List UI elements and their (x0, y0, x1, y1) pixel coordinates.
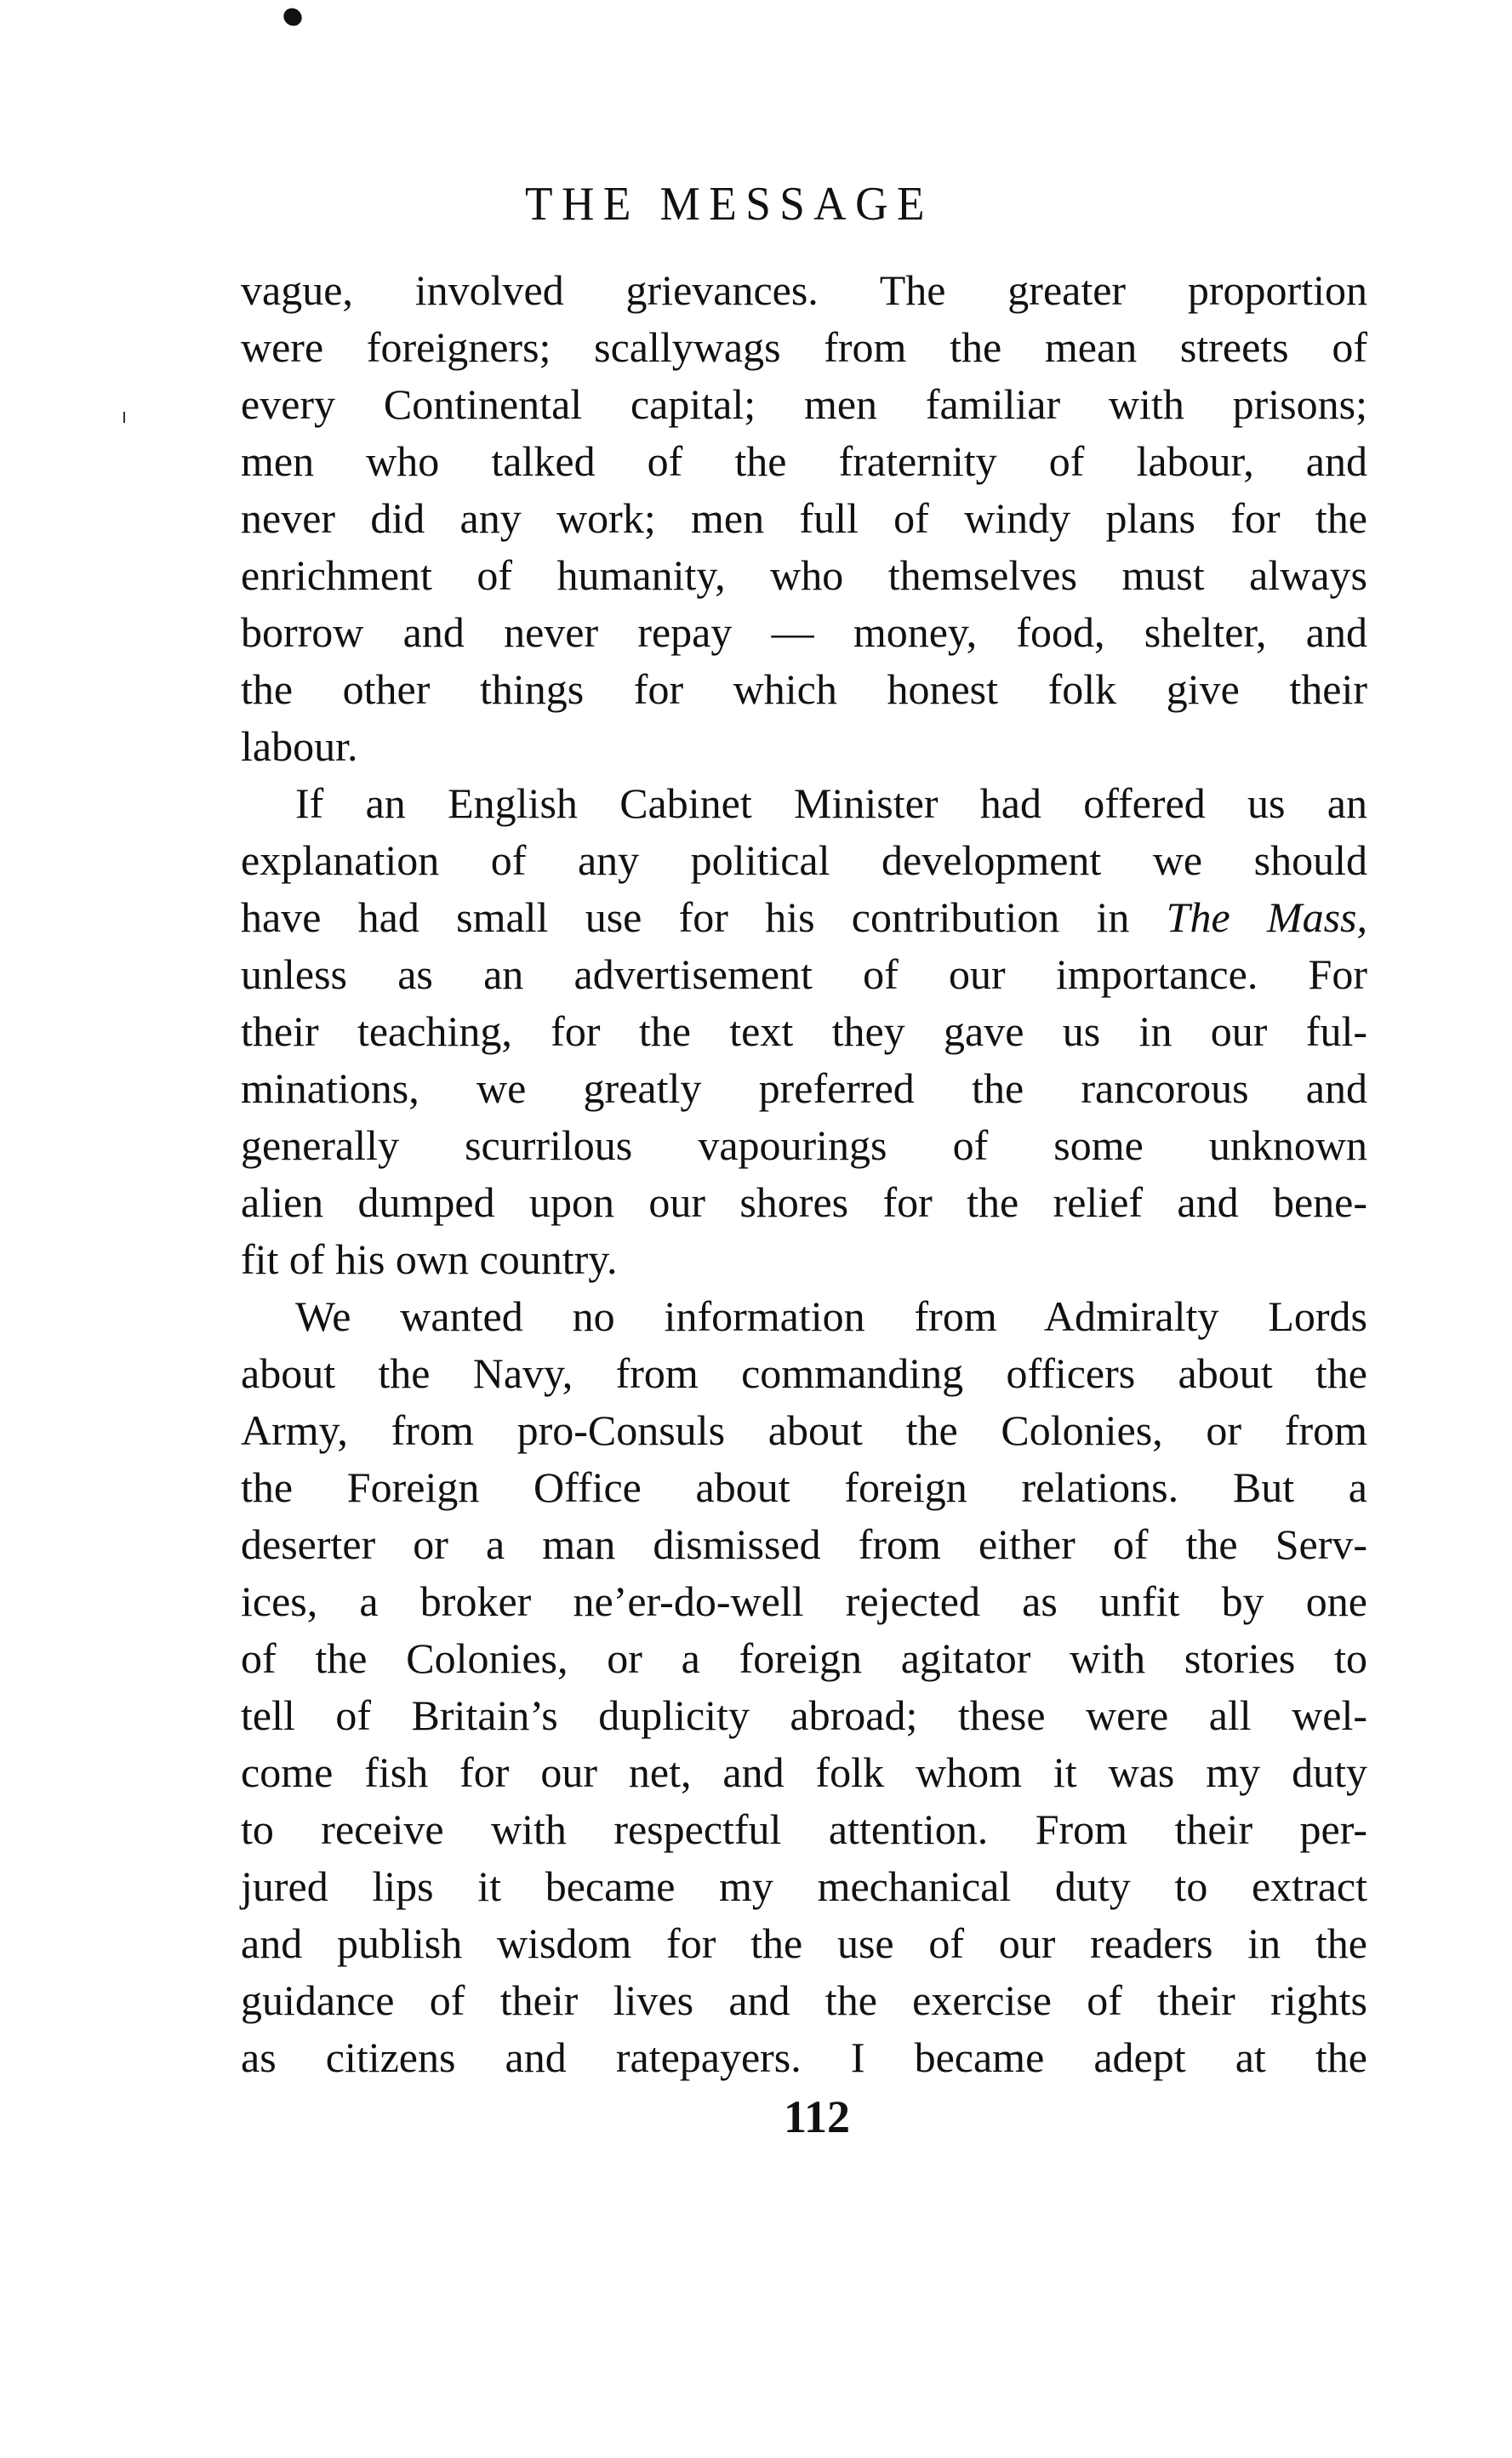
text-line: vague, involved grievances. The greater proportion (241, 266, 1367, 314)
page-number: 112 (783, 2091, 851, 2142)
text-line: Army, from pro-Consuls about the Colonies, or from (241, 1406, 1367, 1454)
text-line: the Foreign Office about foreign relations. But a (241, 1463, 1367, 1511)
text-line: jured lips it became my mechanical duty to extract (241, 1862, 1367, 1910)
text-line: fit of his own country. (241, 1235, 618, 1283)
text-line: never did any work; men full of windy plans for the (241, 494, 1367, 542)
text-line: come fish for our net, and folk whom it was my duty (241, 1748, 1367, 1796)
text-line: men who talked of the fraternity of labour, and (241, 437, 1367, 485)
text-line: as citizens and ratepayers. I became adept at the (241, 2033, 1367, 2081)
running-head: THE MESSAGE (525, 178, 933, 231)
text-line: guidance of their lives and the exercise of their rights (241, 1976, 1367, 2024)
body-text (241, 262, 1367, 2086)
text-line: the other things for which honest folk give their (241, 665, 1367, 713)
text-line: were foreigners; scallywags from the mean streets of (241, 323, 1367, 371)
text-line: borrow and never repay — money, food, shelter, and (241, 608, 1367, 656)
text-line: alien dumped upon our shores for the relief and bene- (241, 1178, 1367, 1226)
text-line: generally scurrilous vapourings of some unknown (241, 1121, 1367, 1169)
paragraph (241, 262, 1367, 775)
text-line: and publish wisdom for the use of our readers in the (241, 1919, 1367, 1967)
text-line: every Continental capital; men familiar with prisons; (241, 380, 1367, 428)
paragraph (241, 1288, 1367, 2086)
ink-speck (280, 4, 305, 29)
text-line: minations, we greatly preferred the rancorous and (241, 1064, 1367, 1112)
text-line: If an English Cabinet Minister had offered us an (295, 779, 1367, 827)
text-line: their teaching, for the text they gave us in our ful- (241, 1007, 1367, 1055)
text-line: have had small use for his contribution in The Mass, (241, 893, 1367, 941)
italic-title: The Mass, (1166, 893, 1367, 941)
text-line: explanation of any political development we should (241, 836, 1367, 884)
text-line: enrichment of humanity, who themselves must always (241, 551, 1367, 599)
paragraph (241, 775, 1367, 1288)
text-line: to receive with respectful attention. From their per- (241, 1805, 1367, 1853)
text-line: about the Navy, from commanding officers about the (241, 1349, 1367, 1397)
text-line: ices, a broker ne’er-do-well rejected as unfit by one (241, 1577, 1367, 1625)
text-line: of the Colonies, or a foreign agitator with stories to (241, 1634, 1367, 1682)
text-line: labour. (241, 722, 358, 770)
text-line: unless as an advertisement of our importance. For (241, 950, 1367, 998)
text-line: deserter or a man dismissed from either of the Serv- (241, 1520, 1367, 1568)
margin-mark (123, 412, 125, 423)
text-line: We wanted no information from Admiralty Lords (295, 1292, 1367, 1340)
text-line: tell of Britain’s duplicity abroad; these were all wel- (241, 1691, 1367, 1739)
